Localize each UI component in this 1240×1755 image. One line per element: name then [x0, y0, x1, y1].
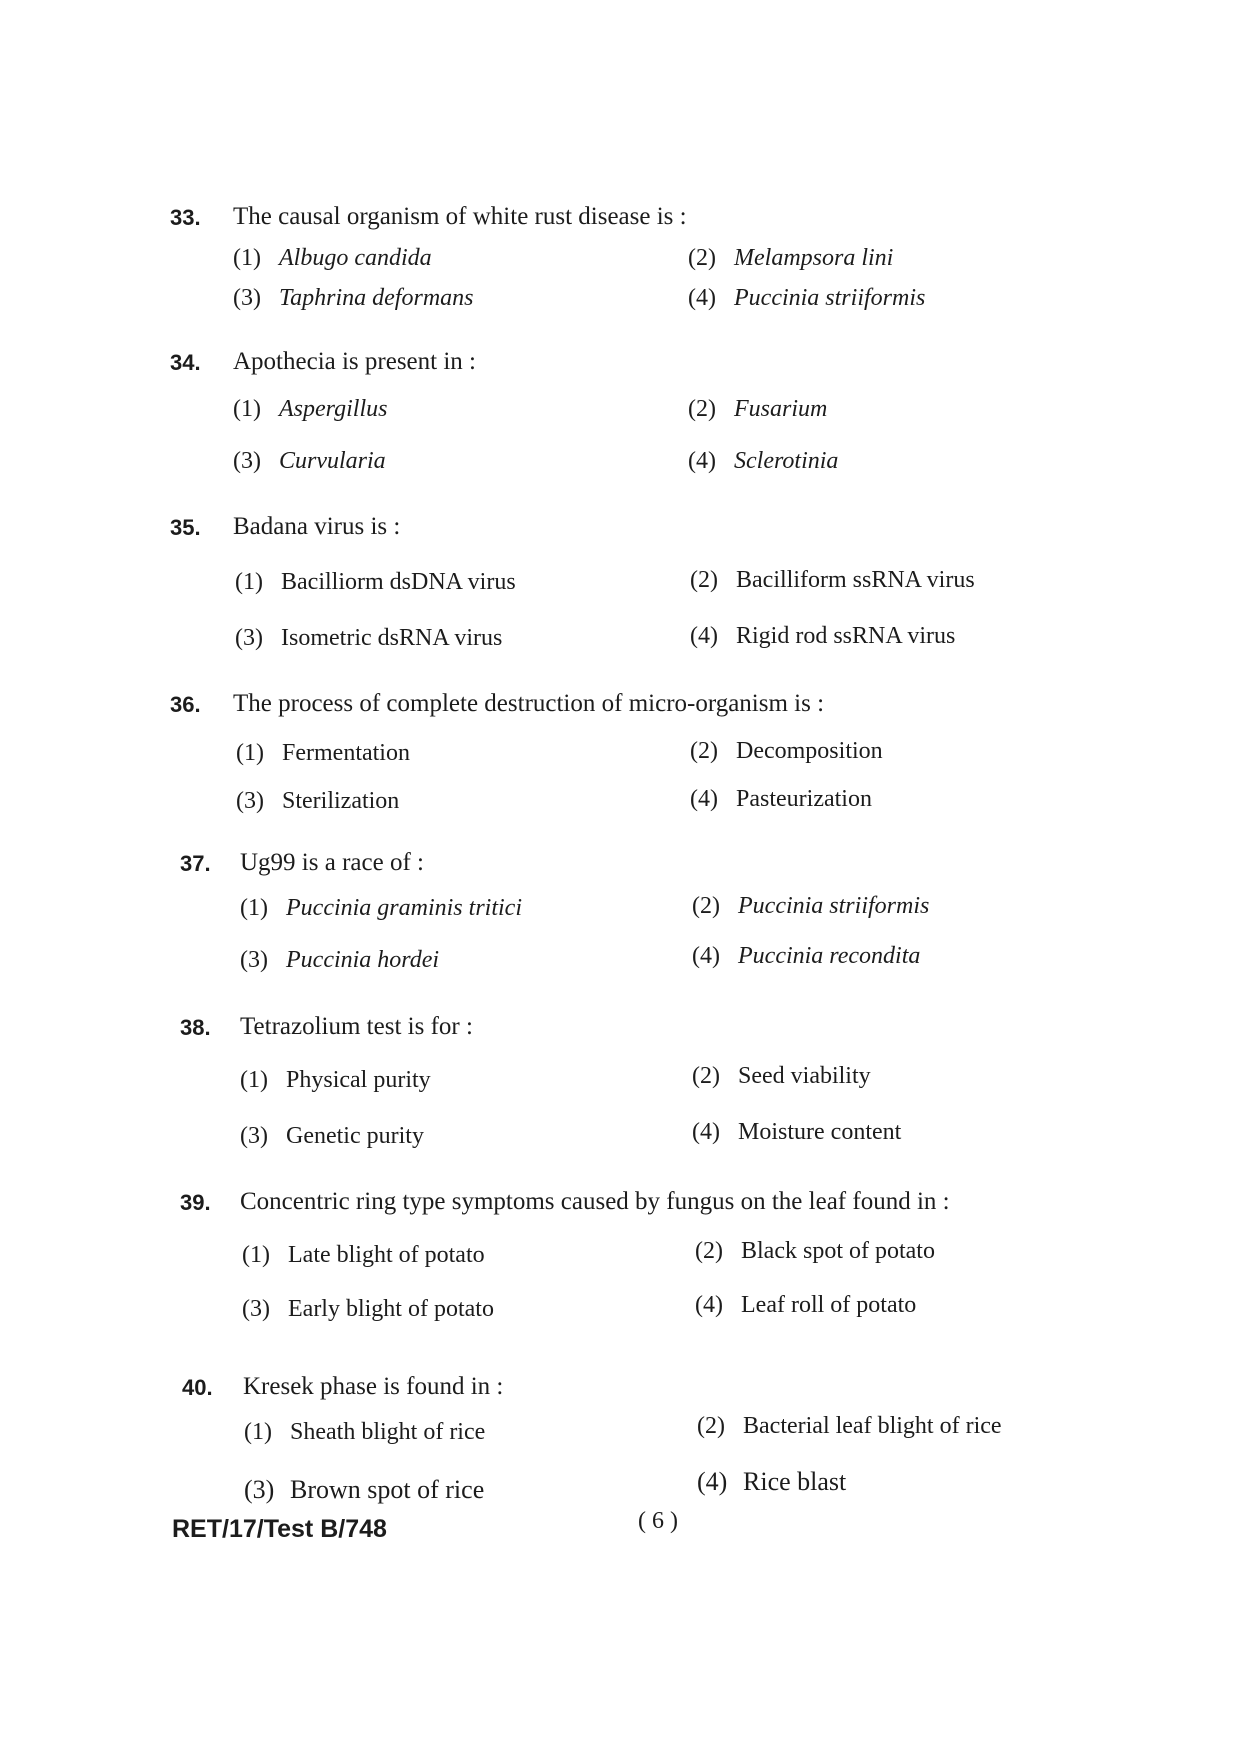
question-number: 39.: [180, 1190, 211, 1215]
option-3: (3) Genetic purity: [240, 1123, 424, 1149]
option-3: (3) Curvularia: [233, 448, 386, 474]
option-1: (1) Physical purity: [240, 1067, 431, 1093]
option-4: (4) Rigid rod ssRNA virus: [690, 623, 956, 649]
option-4: (4) Puccinia recondita: [692, 943, 921, 969]
option-2: (2) Seed viability: [692, 1063, 871, 1089]
option-2: (2) Decomposition: [690, 738, 883, 764]
question-text: Concentric ring type symptoms caused by fungus on the leaf found in :: [240, 1188, 950, 1215]
option-3: (3) Taphrina deformans: [233, 285, 474, 311]
option-1: (1) Late blight of potato: [242, 1242, 485, 1268]
option-3: (3) Isometric dsRNA virus: [235, 625, 503, 651]
option-1: (1) Albugo candida: [233, 245, 432, 271]
option-1: (1) Fermentation: [236, 740, 410, 766]
option-2: (2) Melampsora lini: [688, 245, 894, 271]
option-4: (4) Sclerotinia: [688, 448, 839, 474]
page-number: ( 6 ): [638, 1508, 678, 1534]
paper-code: RET/17/Test B/748: [172, 1515, 387, 1543]
option-1: (1) Sheath blight of rice: [244, 1419, 486, 1445]
question-number: 33.: [170, 205, 201, 230]
option-1: (1) Puccinia graminis tritici: [240, 895, 522, 921]
question-number: 37.: [180, 851, 211, 876]
question-number: 34.: [170, 350, 201, 375]
option-4: (4) Pasteurization: [690, 786, 872, 812]
option-1: (1) Bacilliorm dsDNA virus: [235, 569, 516, 595]
option-1: (1) Aspergillus: [233, 396, 388, 422]
option-3: (3) Brown spot of rice: [244, 1475, 485, 1504]
question-number: 38.: [180, 1015, 211, 1040]
option-2: (2) Bacterial leaf blight of rice: [697, 1413, 1002, 1439]
question-text: The causal organism of white rust disease is :: [233, 203, 687, 230]
question-text: Tetrazolium test is for :: [240, 1013, 473, 1040]
question-text: Kresek phase is found in :: [243, 1373, 504, 1400]
question-number: 35.: [170, 515, 201, 540]
option-4: (4) Moisture content: [692, 1119, 902, 1145]
option-2: (2) Fusarium: [688, 396, 828, 422]
question-number: 36.: [170, 692, 201, 717]
option-3: (3) Early blight of potato: [242, 1296, 494, 1322]
question-number: 40.: [182, 1375, 213, 1400]
option-3: (3) Sterilization: [236, 788, 400, 814]
option-2: (2) Black spot of potato: [695, 1238, 935, 1264]
option-4: (4) Leaf roll of potato: [695, 1292, 917, 1318]
question-text: Apothecia is present in :: [233, 348, 476, 375]
question-text: The process of complete destruction of micro-organism is :: [233, 690, 825, 717]
question-text: Badana virus is :: [233, 513, 401, 540]
question-text: Ug99 is a race of :: [240, 849, 424, 876]
option-2: (2) Bacilliform ssRNA virus: [690, 567, 975, 593]
option-4: (4) Puccinia striiformis: [688, 285, 926, 311]
option-4: (4) Rice blast: [697, 1467, 847, 1496]
option-3: (3) Puccinia hordei: [240, 947, 440, 973]
option-2: (2) Puccinia striiformis: [692, 893, 930, 919]
